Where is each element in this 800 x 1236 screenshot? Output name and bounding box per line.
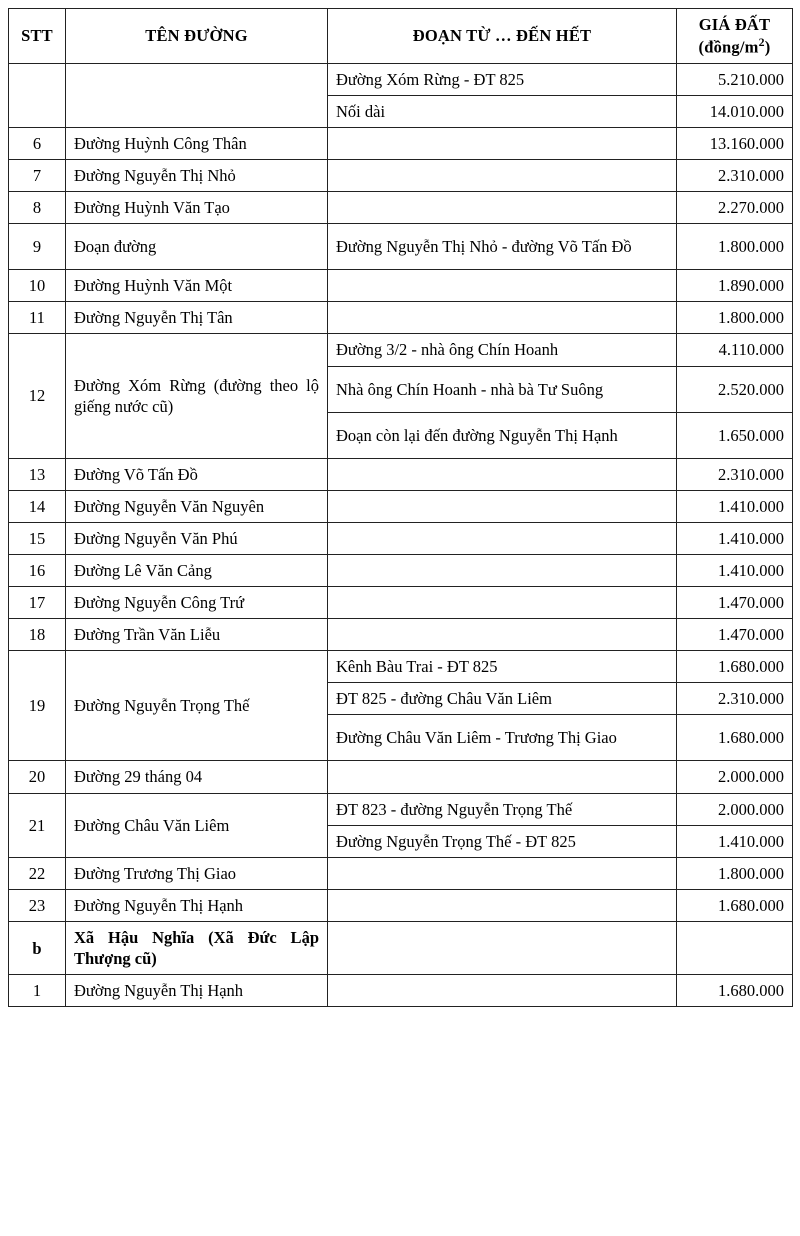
land-price-table: [8, 8, 793, 1007]
column-header-price-unit: $(đồng/m^2)$: [698, 35, 771, 57]
cell-price: 2.000.000: [677, 793, 793, 825]
cell-segment: [328, 490, 677, 522]
cell-street-name: Đường Huỳnh Công Thân: [66, 127, 328, 159]
cell-stt: 14: [9, 490, 66, 522]
table-header: [9, 9, 793, 64]
cell-price: 1.800.000: [677, 224, 793, 270]
cell-price: 1.650.000: [677, 412, 793, 458]
cell-street-name: Đường Nguyễn Thị Hạnh: [66, 975, 328, 1007]
cell-street-name: Đường Huỳnh Văn Tạo: [66, 192, 328, 224]
cell-stt: 8: [9, 192, 66, 224]
column-header-price: [677, 9, 793, 64]
column-header-price-main: GIÁ ĐẤT: [698, 15, 771, 34]
cell-price: 5.210.000: [677, 63, 793, 95]
cell-segment: [328, 922, 677, 975]
cell-stt: 18: [9, 619, 66, 651]
cell-price: 1.410.000: [677, 522, 793, 554]
cell-price: 1.800.000: [677, 857, 793, 889]
cell-stt: [9, 63, 66, 127]
cell-street-name: Đường Lê Văn Cảng: [66, 554, 328, 586]
cell-segment: Đường Nguyễn Thị Nhỏ - đường Võ Tấn Đồ: [328, 224, 677, 270]
cell-segment: [328, 889, 677, 921]
cell-street-name: Đường Nguyễn Thị Hạnh: [66, 889, 328, 921]
cell-street-name: [66, 63, 328, 127]
cell-segment: Đường Châu Văn Liêm - Trương Thị Giao: [328, 715, 677, 761]
cell-segment: [328, 554, 677, 586]
cell-street-name: Đường Nguyễn Văn Nguyên: [66, 490, 328, 522]
cell-segment: [328, 270, 677, 302]
cell-stt: 11: [9, 302, 66, 334]
cell-segment: [328, 302, 677, 334]
cell-section-title: Xã Hậu Nghĩa (Xã Đức Lập Thượng cũ): [66, 922, 328, 975]
cell-price: 1.470.000: [677, 587, 793, 619]
table-row: [9, 975, 793, 1007]
cell-price: 13.160.000: [677, 127, 793, 159]
cell-price: 14.010.000: [677, 95, 793, 127]
cell-stt: 19: [9, 651, 66, 761]
table-row: [9, 334, 793, 366]
column-header-segment: ĐOẠN TỪ … ĐẾN HẾT: [328, 9, 677, 64]
cell-stt: b: [9, 922, 66, 975]
cell-street-name: Đoạn đường: [66, 224, 328, 270]
cell-price: [677, 922, 793, 975]
cell-stt: 21: [9, 793, 66, 857]
cell-street-name: Đường Huỳnh Văn Một: [66, 270, 328, 302]
cell-segment: Đoạn còn lại đến đường Nguyễn Thị Hạnh: [328, 412, 677, 458]
cell-stt: 16: [9, 554, 66, 586]
table-row: [9, 270, 793, 302]
table-row: [9, 889, 793, 921]
cell-price: 2.310.000: [677, 458, 793, 490]
cell-segment: Nhà ông Chín Hoanh - nhà bà Tư Suông: [328, 366, 677, 412]
cell-street-name: Đường Xóm Rừng (đường theo lộ giếng nước cũ): [66, 334, 328, 458]
cell-segment: ĐT 825 - đường Châu Văn Liêm: [328, 683, 677, 715]
cell-segment: [328, 975, 677, 1007]
cell-segment: Đường Nguyễn Trọng Thế - ĐT 825: [328, 825, 677, 857]
table-row: [9, 63, 793, 95]
cell-street-name: Đường Châu Văn Liêm: [66, 793, 328, 857]
cell-stt: 7: [9, 160, 66, 192]
table-row: [9, 587, 793, 619]
cell-price: 2.310.000: [677, 683, 793, 715]
cell-stt: 20: [9, 761, 66, 793]
cell-segment: [328, 857, 677, 889]
cell-street-name: Đường Võ Tấn Đồ: [66, 458, 328, 490]
cell-segment: Nối dài: [328, 95, 677, 127]
cell-segment: [328, 619, 677, 651]
table-row: [9, 160, 793, 192]
table-row: [9, 619, 793, 651]
cell-street-name: Đường Nguyễn Thị Tân: [66, 302, 328, 334]
cell-price: 2.520.000: [677, 366, 793, 412]
table-row: [9, 857, 793, 889]
table-row: [9, 793, 793, 825]
table-row: [9, 127, 793, 159]
cell-stt: 22: [9, 857, 66, 889]
cell-price: 1.680.000: [677, 889, 793, 921]
table-row: [9, 554, 793, 586]
cell-price: 2.000.000: [677, 761, 793, 793]
cell-segment: ĐT 823 - đường Nguyễn Trọng Thế: [328, 793, 677, 825]
cell-price: 1.680.000: [677, 651, 793, 683]
cell-price: 2.270.000: [677, 192, 793, 224]
cell-price: 1.410.000: [677, 825, 793, 857]
cell-segment: [328, 458, 677, 490]
table-row: [9, 490, 793, 522]
table-row: [9, 651, 793, 683]
cell-street-name: Đường Nguyễn Trọng Thế: [66, 651, 328, 761]
cell-stt: 12: [9, 334, 66, 458]
cell-segment: Đường 3/2 - nhà ông Chín Hoanh: [328, 334, 677, 366]
cell-price: 2.310.000: [677, 160, 793, 192]
cell-stt: 17: [9, 587, 66, 619]
cell-street-name: Đường Trần Văn Liễu: [66, 619, 328, 651]
cell-segment: [328, 127, 677, 159]
cell-segment: [328, 160, 677, 192]
cell-street-name: Đường Trương Thị Giao: [66, 857, 328, 889]
cell-stt: 9: [9, 224, 66, 270]
cell-stt: 6: [9, 127, 66, 159]
table-row: [9, 522, 793, 554]
cell-segment: Đường Xóm Rừng - ĐT 825: [328, 63, 677, 95]
cell-stt: 1: [9, 975, 66, 1007]
cell-price: 4.110.000: [677, 334, 793, 366]
cell-price: 1.800.000: [677, 302, 793, 334]
cell-price: 1.410.000: [677, 554, 793, 586]
cell-price: 1.680.000: [677, 975, 793, 1007]
cell-stt: 10: [9, 270, 66, 302]
table-body: [9, 63, 793, 1007]
cell-street-name: Đường Nguyễn Văn Phú: [66, 522, 328, 554]
cell-street-name: Đường Nguyễn Thị Nhỏ: [66, 160, 328, 192]
cell-price: 1.470.000: [677, 619, 793, 651]
cell-segment: [328, 587, 677, 619]
column-header-stt: STT: [9, 9, 66, 64]
table-row: [9, 192, 793, 224]
cell-price: 1.890.000: [677, 270, 793, 302]
cell-stt: 15: [9, 522, 66, 554]
cell-segment: [328, 761, 677, 793]
table-row: [9, 224, 793, 270]
table-row: [9, 761, 793, 793]
table-row: [9, 458, 793, 490]
cell-price: 1.410.000: [677, 490, 793, 522]
cell-price: 1.680.000: [677, 715, 793, 761]
cell-segment: [328, 522, 677, 554]
column-header-street-name: TÊN ĐƯỜNG: [66, 9, 328, 64]
cell-stt: 13: [9, 458, 66, 490]
table-section-row: [9, 922, 793, 975]
table-row: [9, 302, 793, 334]
cell-street-name: Đường Nguyễn Công Trứ: [66, 587, 328, 619]
cell-segment: [328, 192, 677, 224]
header-row: [9, 9, 793, 64]
cell-street-name: Đường 29 tháng 04: [66, 761, 328, 793]
cell-segment: Kênh Bàu Trai - ĐT 825: [328, 651, 677, 683]
cell-stt: 23: [9, 889, 66, 921]
